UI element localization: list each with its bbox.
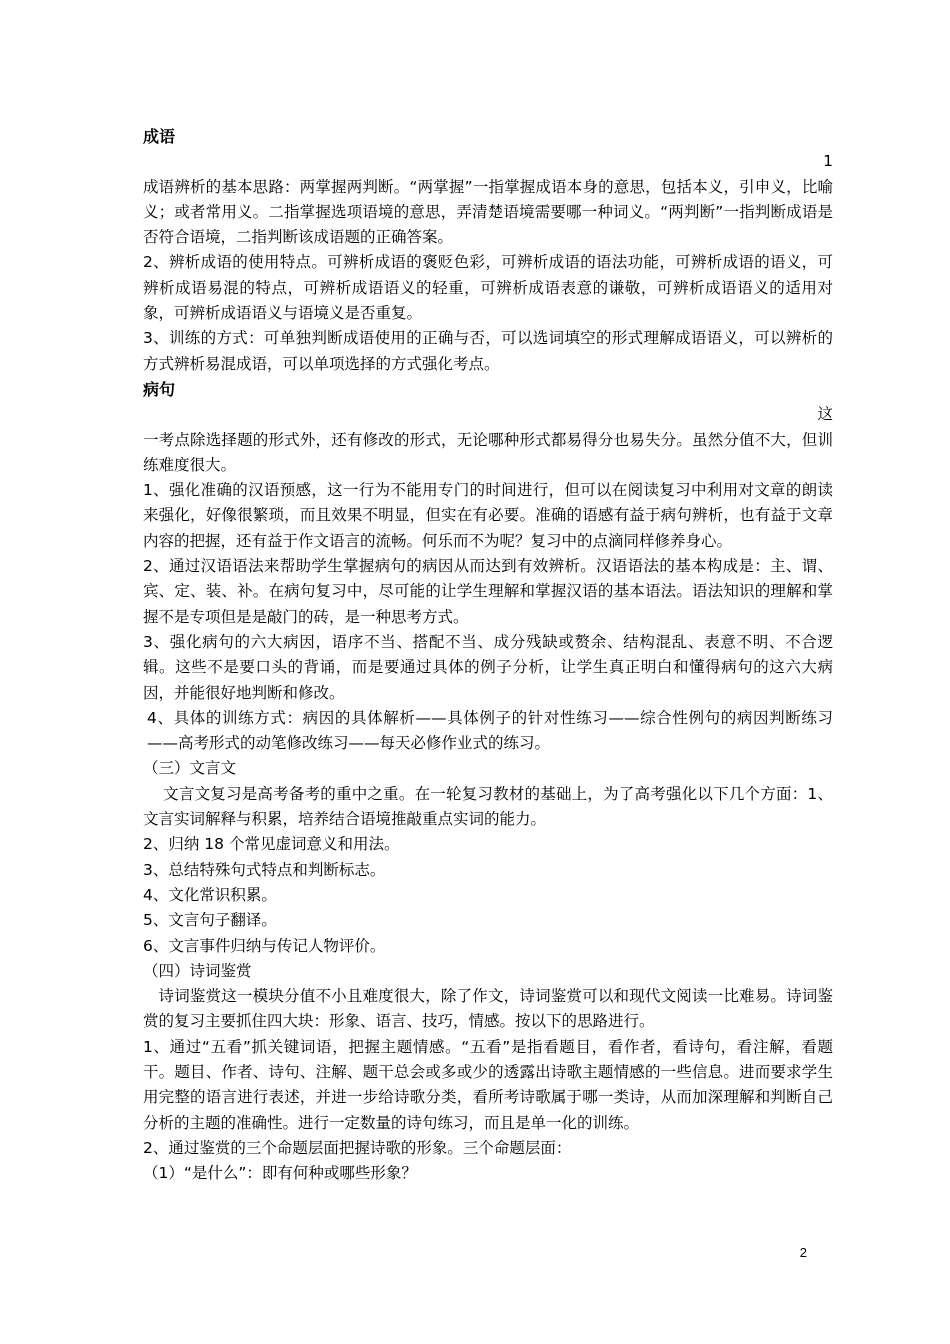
paragraph: （1）“是什么”：即有何种或哪些形象？ [143,1164,417,1183]
paragraph: 成语辨析的基本思路：两掌握两判断。“两掌握”一指掌握成语本身的意思，包括本义，引申义，比喻义；或者常用义。二指掌握选项语境的意思，弄清楚语境需要哪一种词义。“两判断”一指判断成语是否符合语境，二指判断该成语题的正确答案。 [143,177,833,247]
paragraph: 3、强化病句的六大病因，语序不当、搭配不当、成分残缺或赘余、结构混乱、表意不明、不合逻辑。这些不是要口头的背诵，而是要通过具体的例子分析，让学生真正明白和懂得病句的这六大病因，并能很好地判断和修改。 [143,632,833,702]
page-number: 2 [799,1245,807,1260]
list-item: 4、文化常识积累。 [143,885,277,904]
section-heading-shici: （四）诗词鉴赏 [143,961,252,980]
paragraph: 诗词鉴赏这一模块分值不小且难度很大，除了作文，诗词鉴赏可以和现代文阅读一比难易。诗词鉴赏的复习主要抓住四大块：形象、语言、技巧，情感。按以下的思路进行。 [143,987,833,1031]
list-item: 3、总结特殊句式特点和判断标志。 [143,860,386,879]
section-heading-bingju: 病句 [143,379,176,399]
document-body [143,124,833,1186]
paragraph: 2、辨析成语的使用特点。可辨析成语的褒贬色彩，可辨析成语的语法功能，可辨析成语的语义，可辨析成语易混的特点，可辨析成语语义的轻重，可辨析成语表意的谦敬，可辨析成语语义的适用对象，可辨析成语语义与语境义是否重复。 [143,253,833,323]
paragraph: 一考点除选择题的形式外，还有修改的形式，无论哪种形式都易得分也易失分。虽然分值不大，但训练难度很大。 [143,430,833,474]
list-item: 5、文言句子翻译。 [143,911,277,930]
list-item: 2、归纳 18 个常见虚词意义和用法。 [143,835,400,854]
paragraph: 4、具体的训练方式：病因的具体解析——具体例子的针对性练习——综合性例句的病因判断练习——高考形式的动笔修改练习——每天必修作业式的练习。 [147,708,833,753]
section-heading-chengyu: 成语 [143,127,176,146]
section-marker-bingju: 这 [817,405,833,424]
paragraph: 2、通过鉴赏的三个命题层面把握诗歌的形象。三个命题层面： [143,1138,572,1157]
paragraph: 2、通过汉语语法来帮助学生掌握病句的病因从而达到有效辨析。汉语语法的基本构成是：主、谓、宾、定、装、补。在病句复习中，尽可能的让学生理解和掌握汉语的基本语法。语法知识的理解和掌握不是专项但是是敲门的砖，是一种思考方式。 [143,557,833,626]
paragraph: 文言文复习是高考备考的重中之重。在一轮复习教材的基础上，为了高考强化以下几个方面：1、文言实词解释与积累，培养结合语境推敲重点实词的能力。 [143,784,833,829]
paragraph: 1、强化准确的汉语预感，这一行为不能用专门的时间进行，但可以在阅读复习中利用对文章的朗读来强化，好像很繁琐，而且效果不明显，但实在有必要。准确的语感有益于病句辨析，也有益于文章内容的把握，还有益于作文语言的流畅。何乐而不为呢？复习中的点滴同样修养身心。 [143,481,833,550]
section-heading-wenyanwen: （三）文言文 [143,759,237,778]
list-item: 6、文言事件归纳与传记人物评价。 [143,936,386,955]
paragraph: 3、训练的方式：可单独判断成语使用的正确与否，可以选词填空的形式理解成语语义，可以辨析的方式辨析易混成语，可以单项选择的方式强化考点。 [143,329,833,373]
section-marker-chengyu: 1 [823,152,833,171]
paragraph: 1、通过“五看”抓关键词语，把握主题情感。“五看”是指看题目，看作者，看诗句，看注解，看题干。题目、作者、诗句、注解、题干总会或多或少的透露出诗歌主题情感的一些信息。进而要求学生用完整的语言进行表述，并进一步给诗歌分类，看所考诗歌属于哪一类诗，从而加深理解和判断自己分析的主题的准确性。进行一定数量的诗句练习，而且是单一化的训练。 [143,1037,833,1132]
